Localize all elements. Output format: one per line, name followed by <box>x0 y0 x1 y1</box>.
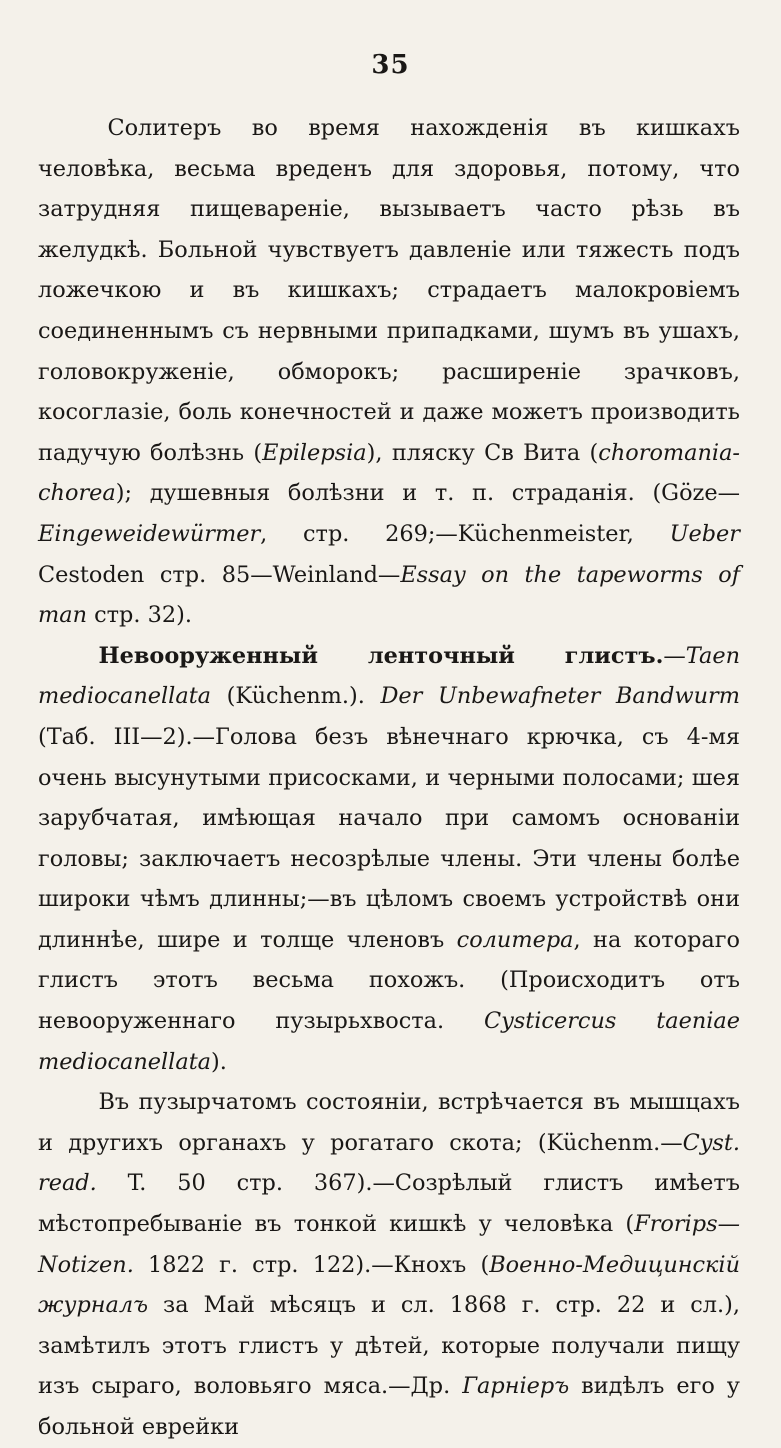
text-segment: , на котораго глистъ этотъ весьма похожъ. (Происходитъ отъ невооруженнаго пузырьхвоста. <box>38 926 740 1035</box>
text-segment: Военно-Медицинскій журналъ <box>38 1251 740 1319</box>
text-segment: Essay on the tapeworms of man <box>38 561 740 629</box>
text-segment: Cysticercus taeniae mediocanellata <box>38 1008 740 1075</box>
text-segment: , стр. 269;—Küchenmeister, <box>260 520 670 547</box>
text-segment: Cestoden стр. 85—Weinland— <box>38 561 401 588</box>
paragraph-1 <box>38 108 740 636</box>
text-segment: видѣлъ его у больной еврейки <box>38 1373 740 1440</box>
text-segment: ), пляску Св Вита ( <box>366 439 599 466</box>
text-segment: choromania-chorea <box>38 439 740 507</box>
paragraph-2 <box>38 636 740 1083</box>
text-segment: Frorips—Notizen. <box>38 1211 740 1278</box>
text-segment: Гарніеръ <box>462 1373 570 1400</box>
text-segment: ); душевныя болѣзни и т. п. страданія. (Göze— <box>115 480 740 507</box>
text-segment: Невооруженный ленточный глистъ. <box>98 642 664 669</box>
text-segment: солитера <box>456 926 574 953</box>
text-segment: стр. 32). <box>87 602 192 629</box>
page-number: 35 <box>371 50 410 80</box>
text-segment: (Küchenm.). <box>211 683 381 710</box>
text-segment: ). <box>211 1048 227 1075</box>
text-segment: Въ пузырчатомъ состояніи, встрѣчается въ мышцахъ и другихъ органахъ у рогатаго скота; (Küchenm.— <box>38 1089 740 1156</box>
text-segment: Der Unbewafneter Bandwurm <box>380 683 740 710</box>
text-segment: Солитеръ во время нахожденія въ кишкахъ человѣка, весьма вреденъ для здоровья, потому, что затрудняя пищевареніе, вызываетъ часто рѣзь въ желудкѣ. Больной чувствуетъ давленіе или тяжесть подъ ложечкою и въ кишкахъ; страдаетъ малокровіемъ соединеннымъ съ нервными припадками, шумъ въ ушахъ, головокруженіе, обморокъ; расширеніе зрачковъ, косоглазіе, боль конечностей и даже можетъ производить падучую болѣзнь ( <box>38 115 740 466</box>
text-segment: 1822 г. стр. 122).—Кнохъ ( <box>133 1251 490 1278</box>
text-segment: T. 50 стр. 367).—Созрѣлый глистъ имѣетъ мѣстопребываніе въ тонкой кишкѣ у человѣка ( <box>38 1170 740 1238</box>
text-segment: — <box>663 642 686 669</box>
text-segment: Taen mediocanellata <box>38 642 740 710</box>
body-text <box>38 108 740 1448</box>
text-segment: (Таб. III—2).—Голова безъ вѣнечнаго крючка, съ 4-мя очень высунутыми присосками, и черными полосами; шея зарубчатая, имѣющая начало при самомъ основаніи головы; заключаетъ несозрѣлые члены. Эти члены болѣе широки чѣмъ длинны;—въ цѣломъ своемъ устройствѣ они длиннѣе, шире и толще членовъ <box>38 723 740 953</box>
paragraph-3 <box>38 1082 740 1447</box>
text-segment: Ueber <box>669 520 740 547</box>
text-segment: Cyst. read. <box>38 1129 740 1197</box>
text-segment: Epilepsia <box>262 439 367 466</box>
text-segment: за Май мѣсяцъ и сл. 1868 г. стр. 22 и сл.), замѣтилъ этотъ глистъ у дѣтей, которые получали пищу изъ сыраго, воловьяго мяса.—Др. <box>38 1292 740 1400</box>
text-segment: Eingeweidewürmer <box>38 520 261 547</box>
